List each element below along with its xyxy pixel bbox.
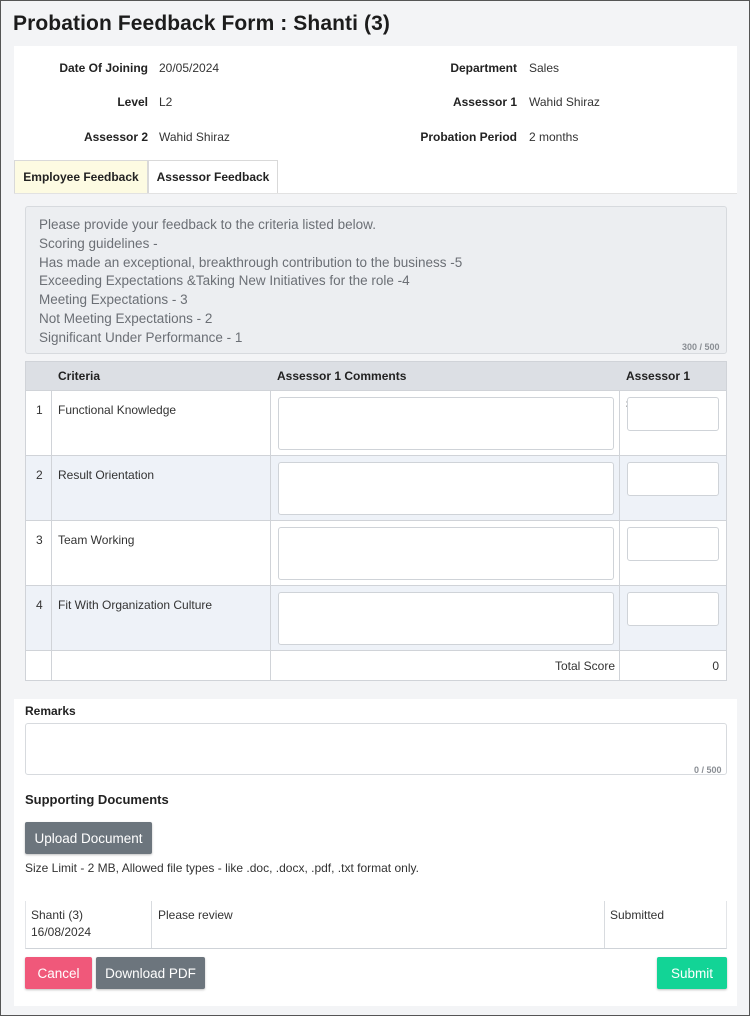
file-size-note: Size Limit - 2 MB, Allowed file types - like .doc, .docx, .pdf, .txt format only. <box>25 861 419 875</box>
level-value: L2 <box>159 95 173 109</box>
assessor-1-comment-input[interactable] <box>278 462 614 515</box>
row-number: 1 <box>36 403 43 417</box>
remarks-label: Remarks <box>25 704 76 718</box>
feedback-history-row <box>25 901 727 949</box>
probation-period-value: 2 months <box>529 130 579 144</box>
table-row <box>26 585 726 650</box>
row-number: 2 <box>36 468 43 482</box>
table-row <box>26 455 726 520</box>
guideline-line: Meeting Expectations - 3 <box>39 292 188 308</box>
assessor-1-label: Assessor 1 <box>452 95 517 109</box>
department-label: Department <box>450 61 517 75</box>
total-score-row <box>26 650 726 680</box>
level-label: Level <box>117 95 148 109</box>
criteria-name: Functional Knowledge <box>58 403 177 417</box>
form-card <box>14 46 737 1006</box>
assessor-2-label: Assessor 2 <box>83 130 148 144</box>
remarks-char-counter: 0 / 500 <box>694 765 722 775</box>
assessor-1-comment-input[interactable] <box>278 527 614 580</box>
download-pdf-button[interactable]: Download PDF <box>96 957 205 989</box>
page-title: Probation Feedback Form : Shanti (3) <box>13 12 390 35</box>
assessor-1-comment-input[interactable] <box>278 592 614 645</box>
criteria-name: Team Working <box>58 533 135 547</box>
assessor-1-score-input[interactable] <box>627 397 719 431</box>
history-date: 16/08/2024 <box>31 925 92 939</box>
tab-assessor-feedback[interactable]: Assessor Feedback <box>148 160 278 193</box>
remarks-input[interactable] <box>25 723 727 775</box>
probation-period-label: Probation Period <box>420 130 517 144</box>
criteria-header: Criteria <box>58 369 101 383</box>
assessor-1-score-input[interactable] <box>627 592 719 626</box>
assessor-1-score-input[interactable] <box>627 462 719 496</box>
history-divider <box>151 901 152 948</box>
table-row <box>26 390 726 455</box>
feedback-tabs <box>14 160 737 193</box>
guideline-line: Significant Under Performance - 1 <box>39 329 243 345</box>
total-score-value: 0 <box>712 659 719 673</box>
guideline-line: Not Meeting Expectations - 2 <box>39 310 213 326</box>
criteria-name: Result Orientation <box>58 468 155 482</box>
table-header <box>26 362 726 390</box>
department-value: Sales <box>529 61 560 75</box>
date-of-joining-label: Date Of Joining <box>59 61 148 75</box>
assessor-feedback-panel <box>14 193 737 699</box>
supporting-documents-label: Supporting Documents <box>25 792 169 807</box>
guideline-line: Scoring guidelines - <box>39 235 158 251</box>
criteria-name: Fit With Organization Culture <box>58 598 213 612</box>
guideline-line: Please provide your feedback to the criteria listed below. <box>39 217 376 232</box>
guideline-line: Exceeding Expectations &Taking New Initiatives for the role -4 <box>39 273 410 289</box>
scoring-guidelines-textarea[interactable] <box>25 206 727 354</box>
assessor-2-value: Wahid Shiraz <box>159 130 230 144</box>
guideline-line: Has made an exceptional, breakthrough contribution to the business -5 <box>39 254 463 270</box>
comments-header: Assessor 1 Comments <box>277 369 407 383</box>
submit-button[interactable]: Submit <box>657 957 727 989</box>
cancel-button[interactable]: Cancel <box>25 957 92 989</box>
criteria-table <box>25 361 727 681</box>
guidelines-char-counter: 300 / 500 <box>682 342 720 352</box>
table-row <box>26 520 726 585</box>
assessor-1-comment-input[interactable] <box>278 397 614 450</box>
history-name: Shanti (3) <box>31 908 84 922</box>
score-header: Assessor 1 <box>626 369 691 383</box>
assessor-1-value: Wahid Shiraz <box>529 95 600 109</box>
tab-employee-feedback[interactable]: Employee Feedback <box>14 160 148 193</box>
upload-document-button[interactable]: Upload Document <box>25 822 152 854</box>
history-comment: Please review <box>158 908 233 922</box>
column-divider <box>51 390 52 680</box>
history-status: Submitted <box>610 908 665 922</box>
history-divider <box>604 901 605 948</box>
total-score-label: Total Score <box>554 659 615 673</box>
assessor-1-score-input[interactable] <box>627 527 719 561</box>
row-number: 3 <box>36 533 43 547</box>
column-divider <box>619 390 620 680</box>
column-divider <box>270 390 271 680</box>
date-of-joining-value: 20/05/2024 <box>159 61 220 75</box>
row-number: 4 <box>36 598 43 612</box>
